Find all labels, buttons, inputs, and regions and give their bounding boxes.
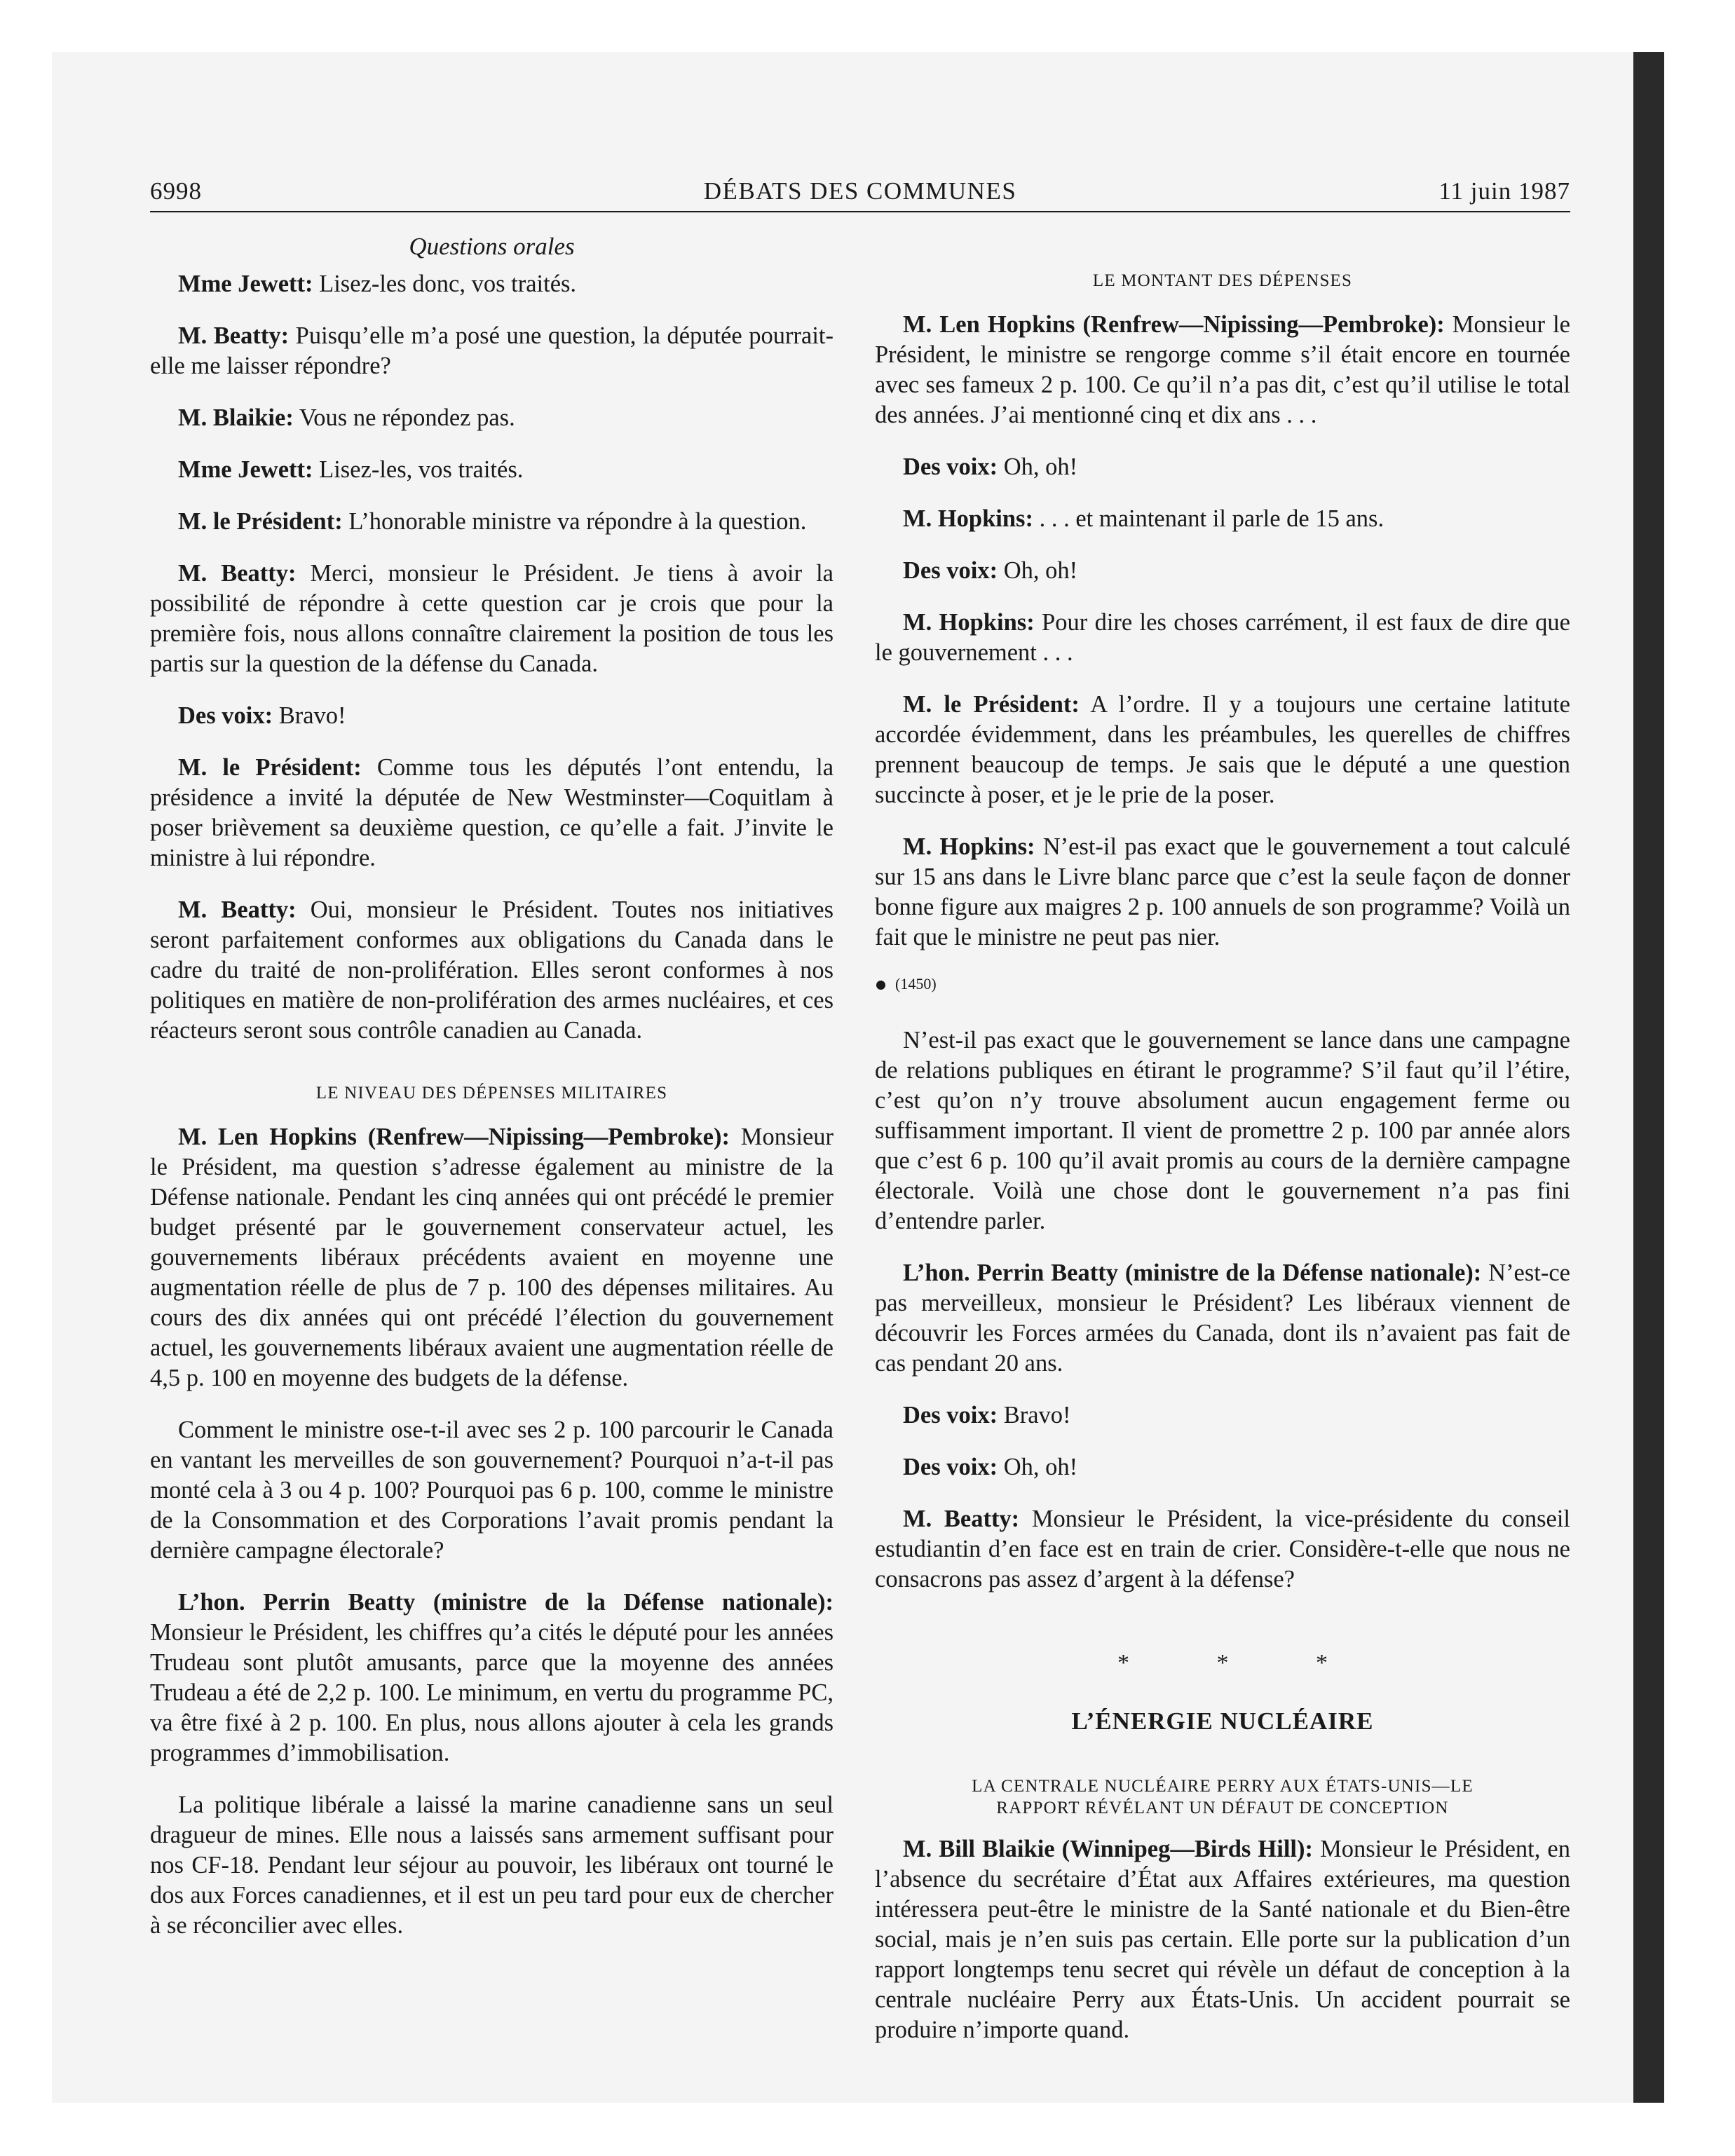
speech-paragraph [150,269,834,299]
right-items-3 [875,1834,1570,2045]
timestamp-text: (1450) [895,975,937,992]
speech-paragraph [150,1122,834,1393]
right-items [875,310,1570,953]
speech-paragraph [875,504,1570,534]
speech-text: N’est-il pas exact que le gouvernement a tout calculé sur 15 ans dans le Livre blanc parce que c’est la seule façon de donner bonne figure aux maigres 2 p. 100 annuels de son programme? Voilà un fait que le ministre ne peut pas nier. [875,833,1570,950]
speech-paragraph [875,1452,1570,1482]
speech-text: Puisqu’elle m’a posé une question, la députée pourrait-elle me laisser répondre? [150,322,834,379]
speaker-name: M. le Président: [178,754,362,781]
speech-paragraph [875,832,1570,953]
speaker-name: M. le Président: [178,508,343,535]
speech-paragraph [150,895,834,1046]
speech-paragraph [875,1834,1570,2045]
separator: * * * [1117,1650,1368,1676]
section-heading: LE NIVEAU DES DÉPENSES MILITAIRES [315,1084,668,1103]
speaker-name: M. Blaikie: [178,404,294,431]
speech-text: Monsieur le Président, le ministre se rengorge comme s’il était encore en tournée avec ses fameux 2 p. 100. Ce qu’il n’a pas dit, c’est qu’il utilise le total des années. J’ai mentionné cinq et dix ans . . . [875,311,1570,428]
speaker-name: Des voix: [903,557,998,584]
speech-text: Oh, oh! [1003,453,1078,480]
speaker-name: Des voix: [903,1454,998,1480]
speech-text: Merci, monsieur le Président. Je tiens à avoir la possibilité de répondre à cette question car je crois que pour la première fois, nous allons connaître clairement la position de tous les partis sur la question de la défense du Canada. [150,560,834,677]
speech-paragraph [875,1258,1570,1379]
speech-text: La politique libérale a laissé la marine canadienne sans un seul dragueur de mines. Elle nous a laissés sans armement suffisant pour nos CF-18. Pendant leur séjour au pouvoir, les libéraux ont tourné le dos aux Forces canadiennes, et il est un peu tard pour eux de chercher à se réconcilier avec elles. [150,1792,834,1939]
speech-text: Lisez-les donc, vos traités. [319,271,577,297]
speaker-name: M. Hopkins: [903,505,1033,532]
speaker-name: M. Beatty: [178,896,297,923]
speech-paragraph [150,403,834,433]
speech-text: N’est-il pas exact que le gouvernement se lance dans une campagne de relations publiques en étirant le programme? S’il faut qu’il l’étire, c’est qu’on n’y trouve absolument aucun engagement ferme ou suffisamment important. Il vient de promettre 2 p. 100 par année alors que c’est 6 p. 100 qu’il avait promis au cours de la dernière campagne électorale. Voilà une chose dont le gouvernement n’a pas fini d’entendre parler. [875,1027,1570,1234]
right-items-2 [875,1025,1570,1595]
speech-text: N’est-ce pas merveilleux, monsieur le Président? Les libéraux viennent de découvrir les Forces armées du Canada, dont ils n’avaient pas fait de cas pendant 20 ans. [875,1260,1570,1377]
speech-paragraph [875,310,1570,430]
speech-paragraph [875,1400,1570,1431]
speaker-name: M. Len Hopkins (Renfrew—Nipissing—Pembroke): [903,311,1445,338]
bullet-icon [876,981,885,990]
sub-heading [875,1775,1570,1819]
speech-text: . . . et maintenant il parle de 15 ans. [1039,505,1384,532]
speech-text: Monsieur le Président, ma question s’adresse également au ministre de la Défense nationale. Pendant les cinq années qui ont précédé le premier budget présenté par le gouvernement conservateur actuel, les gouvernements libéraux précédents avaient en moyenne une augmentation réelle de plus de 7 p. 100 des dépenses militaires. Au cours des dix années qui ont précédé l’élection du gouvernement actuel, les gouvernements libéraux avaient une augmentation réelle de 4,5 p. 100 en moyenne des budgets de la défense. [150,1124,834,1391]
speech-text: Pour dire les choses carrément, il est faux de dire que le gouvernement . . . [875,609,1570,666]
speaker-name: Mme Jewett: [178,456,313,483]
speech-text: Oh, oh! [1003,557,1078,584]
speaker-name: M. Bill Blaikie (Winnipeg—Birds Hill): [903,1836,1313,1862]
speaker-name: M. Hopkins: [903,833,1035,860]
speech-paragraph [150,559,834,679]
speech-text: L’honorable ministre va répondre à la question. [348,508,807,535]
speaker-name: M. Beatty: [178,560,297,587]
left-items-2 [150,1122,834,1941]
left-items [150,269,834,1046]
page-date: 11 juin 1987 [1438,177,1570,205]
speech-paragraph [150,455,834,485]
left-column [150,231,834,1963]
speech-paragraph [150,507,834,537]
page-header [150,177,1570,214]
speech-text: Oh, oh! [1003,1454,1078,1480]
speaker-name: Des voix: [178,702,273,729]
speech-text: Comme tous les députés l’ont entendu, la présidence a invité la députée de New Westminster—Coquitlam à poser brièvement sa deuxième question, ce qu’elle a fait. J’invite le ministre à lui répondre. [150,754,834,871]
speech-text: Bravo! [1003,1402,1071,1428]
sub-heading-line: RAPPORT RÉVÉLANT UN DÉFAUT DE CONCEPTION [996,1799,1449,1817]
speech-paragraph [875,1504,1570,1595]
scan-edge [1633,52,1664,2103]
speech-paragraph [150,321,834,381]
speaker-name: Mme Jewett: [178,271,313,297]
speech-paragraph [875,690,1570,810]
speech-paragraph [875,1025,1570,1236]
speech-paragraph [150,701,834,731]
header-rule [150,211,1570,212]
speech-paragraph [150,1415,834,1566]
speaker-name: M. le Président: [903,691,1080,718]
timestamp [875,969,1570,999]
publication-title: DÉBATS DES COMMUNES [703,177,1017,205]
speaker-name: M. Hopkins: [903,609,1035,636]
speech-text: Monsieur le Président, la vice-présidente du conseil estudiantin d’en face est en train de crier. Considère-t-elle que nous ne consacrons pas assez d’argent à la défense? [875,1506,1570,1592]
speaker-name: M. Beatty: [178,322,290,349]
speech-text: Comment le ministre ose-t-il avec ses 2 p. 100 parcourir le Canada en vantant les merveilles de son gouvernement? Pourquoi n’a-t-il pas monté cela à 3 ou 4 p. 100? Pourquoi pas 6 p. 100, comme le ministre de la Consommation et des Corporations l’avait promis pendant la dernière campagne électorale? [150,1417,834,1564]
speech-paragraph [875,452,1570,482]
speech-text: Lisez-les, vos traités. [319,456,524,483]
speaker-name: Des voix: [903,453,998,480]
speech-paragraph [875,608,1570,668]
speech-text: Oui, monsieur le Président. Toutes nos initiatives seront parfaitement conformes aux obligations du Canada dans le cadre du traité de non-prolifération. Elles seront conformes à nos politiques en matière de non-prolifération des armes nucléaires, et ces réacteurs seront sous contrôle canadien au Canada. [150,896,834,1044]
speech-text: A l’ordre. Il y a toujours une certaine latitute accordée évidemment, dans les préambules, les querelles de chiffres prennent beaucoup de temps. Je sais que le député a une question succincte à poser, et je le prie de la poser. [875,691,1570,808]
page-number: 6998 [150,177,202,205]
speech-paragraph [150,1790,834,1941]
speech-text: Vous ne répondez pas. [299,404,515,431]
speaker-name: M. Len Hopkins (Renfrew—Nipissing—Pembroke): [178,1124,730,1150]
sub-heading-line: LA CENTRALE NUCLÉAIRE PERRY AUX ÉTATS-UNIS—LE [972,1777,1474,1796]
speech-paragraph [875,556,1570,586]
main-heading: L’ÉNERGIE NUCLÉAIRE [1071,1707,1374,1735]
speech-text: Bravo! [278,702,346,729]
speech-paragraph [150,753,834,873]
right-column [875,231,1570,2067]
speaker-name: Des voix: [903,1402,998,1428]
running-head: Questions orales [409,233,575,260]
speaker-name: L’hon. Perrin Beatty (ministre de la Défense nationale): [178,1589,834,1616]
speaker-name: L’hon. Perrin Beatty (ministre de la Défense nationale): [903,1260,1482,1286]
speaker-name: M. Beatty: [903,1506,1020,1532]
speech-text: Monsieur le Président, en l’absence du secrétaire d’État aux Affaires extérieures, ma question intéressera peut-être le ministre de la Santé nationale et du Bien-être social, mais je n’en suis pas certain. Elle porte sur la publication d’un rapport longtemps tenu secret qui révèle un défaut de conception à la centrale nucléaire Perry aux États-Unis. Un accident pourrait se produire n’importe quand. [875,1836,1570,2043]
speech-text: Monsieur le Président, les chiffres qu’a cités le député pour les années Trudeau sont plutôt amusants, parce que la moyenne des années Trudeau a été de 2,2 p. 100. Le minimum, en vertu du programme PC, va être fixé à 2 p. 100. En plus, nous allons ajouter à cela les grands programmes d’immobilisation. [150,1619,834,1766]
section-heading: LE MONTANT DES DÉPENSES [1092,271,1353,290]
speech-paragraph [150,1588,834,1768]
